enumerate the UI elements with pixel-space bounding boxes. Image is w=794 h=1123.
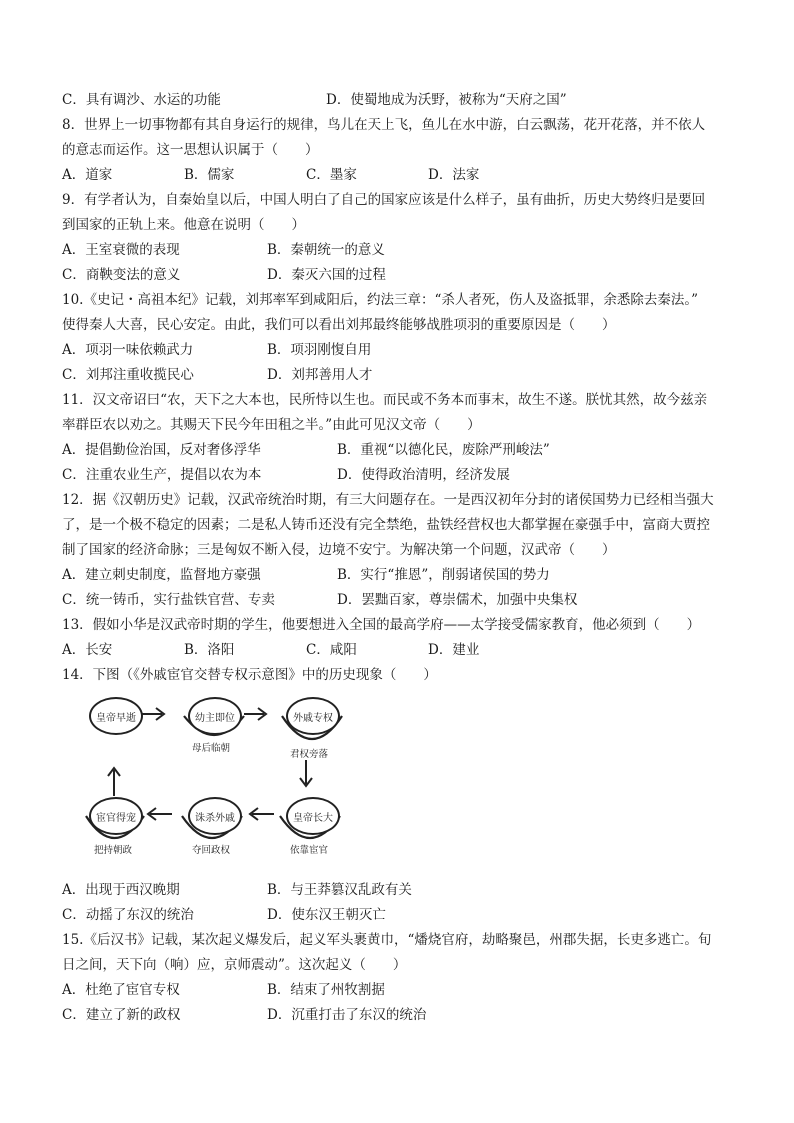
- q12-option-c: C．统一铸币，实行盐铁官营、专卖: [62, 592, 275, 608]
- q10-option-d: D．刘邦善用人才: [267, 367, 373, 383]
- q11-option-b: B．重视“以德化民，废除严刑峻法”: [337, 442, 550, 458]
- node-emperor-early-death: 皇帝早逝: [89, 697, 143, 735]
- label-power-lost: 君权旁落: [290, 749, 329, 760]
- arrow-1-2: [142, 708, 164, 720]
- q10-options-cd: [62, 363, 742, 388]
- q10-options-ab: [62, 338, 742, 363]
- q11-option-c: C．注重农业生产，提倡以农为本: [62, 467, 262, 483]
- q11-stem-line-2: 率群臣农以劝之。其赐天下民今年田租之半。”由此可见汉文帝（ ）: [62, 417, 481, 433]
- q8-option-c: C．墨家: [306, 167, 357, 183]
- q7-option-c: C．具有调沙、水运的功能: [62, 92, 221, 108]
- q9-stem-line-2: 到国家的正轨上来。他意在说明（ ）: [62, 217, 305, 233]
- q9-option-c: C．商鞅变法的意义: [62, 267, 181, 283]
- q13-options: [62, 638, 742, 663]
- arrow-5-6: [148, 808, 172, 820]
- q15-stem-line-2: 日之间，天下向（响）应，京师震动”。这次起义（ ）: [62, 957, 407, 973]
- q15-option-a: A．杜绝了宦官专权: [62, 982, 180, 998]
- q12-stem-line-2: 了，是一个极不稳定的因素；二是私人铸币还没有完全禁绝，盐铁经营权也大都掌握在豪强手中，富商大贾控: [62, 517, 710, 533]
- q9-options-cd: [62, 263, 742, 288]
- q13-option-d: D．建业: [428, 642, 480, 658]
- arrow-3-4: [300, 760, 312, 786]
- q11-options-ab: [62, 438, 742, 463]
- q9-option-a: A．王室衰微的表现: [62, 242, 180, 258]
- q7-options-cd: [62, 88, 742, 113]
- q15-option-d: D．沉重打击了东汉的统治: [267, 1007, 427, 1023]
- q14-option-a: A．出现于西汉晚期: [62, 882, 180, 898]
- q14-options-cd: [62, 903, 742, 928]
- label-empress-regency: 母后临朝: [192, 743, 231, 754]
- q8-option-b: B．儒家: [184, 167, 235, 183]
- q9-options-ab: [62, 238, 742, 263]
- q14-option-d: D．使东汉王朝灭亡: [267, 907, 386, 923]
- q14-option-c: C．动摇了东汉的统治: [62, 907, 194, 923]
- q8-options: [62, 163, 742, 188]
- q12-options-cd: [62, 588, 742, 613]
- q8-option-a: A．道家: [62, 167, 113, 183]
- node-young-ruler: 幼主即位: [188, 697, 242, 735]
- q15-options-ab: [62, 978, 742, 1003]
- q14-stem-line-1: 14．下图（《外戚宦官交替专权示意图》中的历史现象（ ）: [62, 667, 437, 683]
- q10-option-a: A．项羽一味依赖武力: [62, 342, 194, 358]
- label-rely-on-eunuchs: 依靠宦官: [290, 845, 329, 856]
- q15-option-b: B．结束了州牧割据: [267, 982, 385, 998]
- q13-option-a: A．长安: [62, 642, 113, 658]
- q8-stem-line-2: 的意志而运作。这一思想认识属于（ ）: [62, 142, 319, 158]
- node-eunuch-favor: 宦官得宠: [89, 797, 143, 835]
- q7-option-d: D．使蜀地成为沃野，被称为“天府之国”: [326, 92, 567, 108]
- q15-stem-line-1: 15.《后汉书》记载，某次起义爆发后，起义军头裹黄巾，“燔烧官府，劫略聚邑，州郡失据，长吏多逃亡。旬: [62, 932, 712, 948]
- node-kill-consort-clan: 诛杀外戚: [188, 797, 242, 835]
- q12-stem-line-1: 12．据《汉朝历史》记载，汉武帝统治时期，有三大问题存在。一是西汉初年分封的诸侯国势力已经相当强大: [62, 492, 714, 508]
- q12-options-ab: [62, 563, 742, 588]
- q11-option-d: D．使得政治清明，经济发展: [337, 467, 510, 483]
- q11-stem-line-1: 11．汉文帝诏曰“农，天下之大本也，民所恃以生也。而民或不务本而事末，故生不遂。朕忧其然，故今兹亲: [62, 392, 708, 408]
- node-consort-clan-power: 外戚专权: [286, 697, 340, 735]
- q14-options-ab: [62, 878, 742, 903]
- eunuch-consort-power-cycle-diagram: [84, 692, 384, 872]
- q10-stem-line-2: 使得秦人大喜，民心安定。由此，我们可以看出刘邦最终能够战胜项羽的重要原因是（ ）: [62, 317, 616, 333]
- q14-option-b: B．与王莽篡汉乱政有关: [267, 882, 412, 898]
- q13-option-c: C．咸阳: [306, 642, 357, 658]
- q13-stem-line-1: 13．假如小华是汉武帝时期的学生，他要想进入全国的最高学府——太学接受儒家教育，他必须到（ ）: [62, 617, 701, 633]
- label-regain-power: 夺回政权: [192, 845, 231, 856]
- q8-option-d: D．法家: [428, 167, 480, 183]
- q9-option-d: D．秦灭六国的过程: [267, 267, 386, 283]
- q13-option-b: B．洛阳: [184, 642, 235, 658]
- q12-stem-line-3: 制了国家的经济命脉；三是匈奴不断入侵，边境不安宁。为解决第一个问题，汉武帝（ ）: [62, 542, 616, 558]
- q9-option-b: B．秦朝统一的意义: [267, 242, 385, 258]
- label-control-court: 把持朝政: [94, 845, 133, 856]
- arrow-6-1: [108, 768, 120, 796]
- q11-options-cd: [62, 463, 742, 488]
- q12-option-a: A．建立刺史制度，监督地方豪强: [62, 567, 261, 583]
- arrow-4-5: [250, 808, 274, 820]
- q15-option-c: C．建立了新的政权: [62, 1007, 181, 1023]
- q10-stem-line-1: 10.《史记・高祖本纪》记载，刘邦率军到咸阳后，约法三章：“杀人者死，伤人及盗抵罪，余悉除去秦法。”: [62, 292, 699, 308]
- q10-option-c: C．刘邦注重收揽民心: [62, 367, 194, 383]
- arrow-2-3: [244, 708, 266, 720]
- exam-page: [62, 88, 742, 1028]
- q11-option-a: A．提倡勤俭治国，反对奢侈浮华: [62, 442, 261, 458]
- q12-option-d: D．罢黜百家，尊崇儒术，加强中央集权: [337, 592, 578, 608]
- q8-stem-line-1: 8．世界上一切事物都有其自身运行的规律，鸟儿在天上飞，鱼儿在水中游，白云飘荡，花开花落，并不依人: [62, 117, 706, 133]
- node-emperor-grows-up: 皇帝长大: [286, 797, 340, 835]
- q12-option-b: B．实行“推恩”，削弱诸侯国的势力: [337, 567, 550, 583]
- q9-stem-line-1: 9．有学者认为，自秦始皇以后，中国人明白了自己的国家应该是什么样子，虽有曲折，历史大势终归是要回: [62, 192, 706, 208]
- q15-options-cd: [62, 1003, 742, 1028]
- q10-option-b: B．项羽刚愎自用: [267, 342, 372, 358]
